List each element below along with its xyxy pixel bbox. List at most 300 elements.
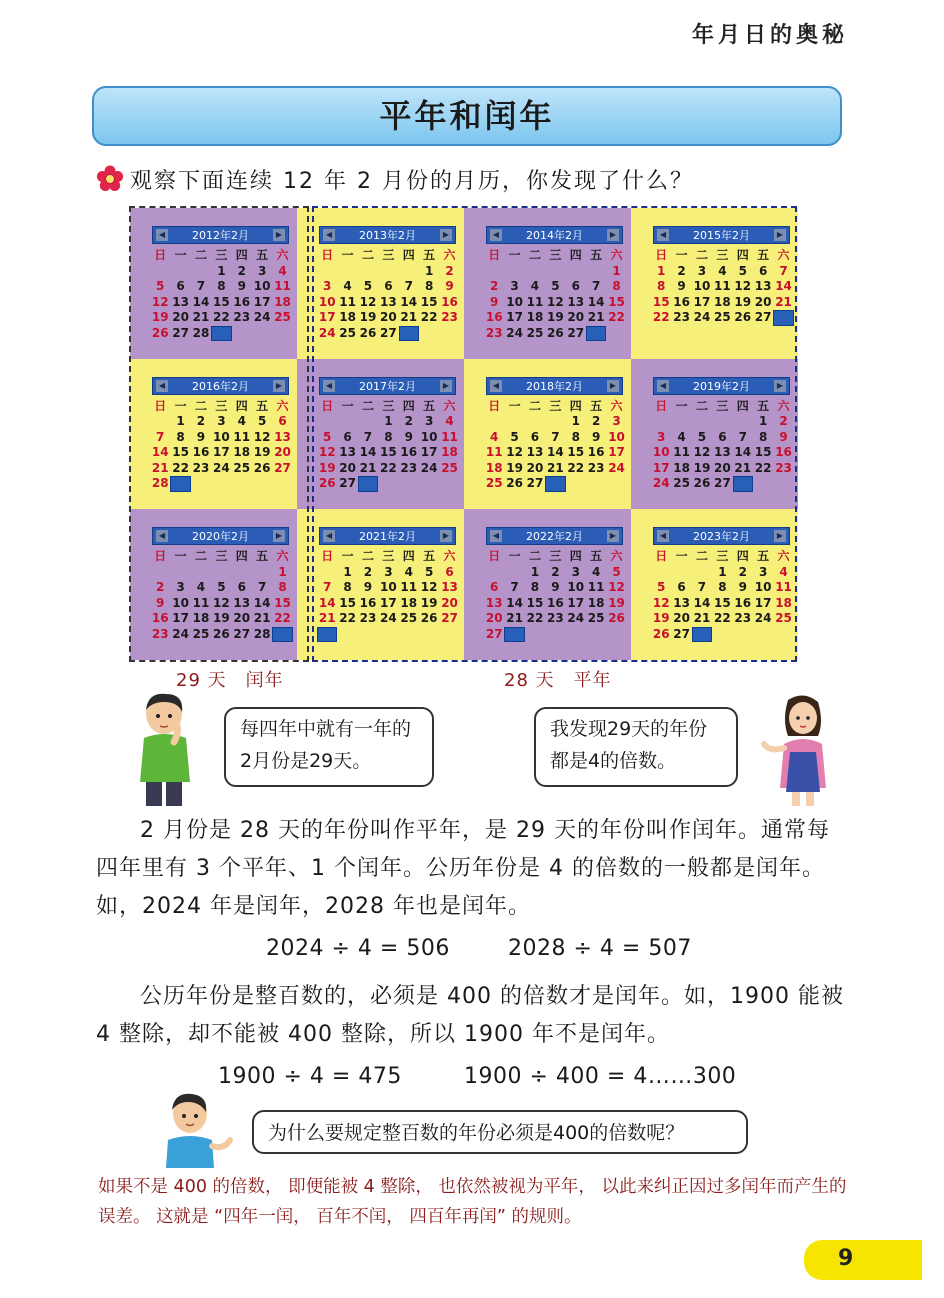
calendar-day: 26 bbox=[547, 325, 564, 340]
weekday-label: 五 bbox=[256, 549, 269, 564]
calendar-day: 22 bbox=[652, 310, 670, 324]
weekday-label: 日 bbox=[655, 398, 668, 413]
calendar-day: 3 bbox=[697, 263, 707, 278]
calendar-day: 5 bbox=[697, 429, 707, 444]
calendar-day: 16 bbox=[359, 595, 377, 610]
calendar-day: 3 bbox=[758, 564, 768, 579]
calendar-day: 1 bbox=[657, 263, 666, 278]
weekday-label: 六 bbox=[443, 398, 456, 413]
calendar-day: 25 bbox=[400, 611, 418, 626]
weekday-label: 三 bbox=[215, 398, 228, 413]
calendar-day: 25 bbox=[587, 611, 605, 626]
prev-month-icon: ◀ bbox=[156, 380, 168, 392]
prev-month-icon: ◀ bbox=[657, 530, 669, 542]
calendar-day: 29 bbox=[172, 477, 189, 492]
calendar-day: 28 bbox=[192, 325, 210, 340]
calendar-day: 15 bbox=[420, 294, 438, 309]
calendar-day: 5 bbox=[323, 429, 332, 444]
calendar-day: 11 bbox=[673, 445, 690, 460]
question-speech-bubble: 为什么要规定整百数的年份必须是400的倍数呢？ bbox=[252, 1110, 748, 1154]
calendar-day: 18 bbox=[775, 595, 792, 610]
calendar-day: 26 bbox=[608, 611, 625, 626]
calendar-day: 13 bbox=[526, 445, 544, 460]
calendar-day: 19 bbox=[359, 310, 377, 324]
calendar-day: 2 bbox=[779, 414, 788, 429]
calendar-day: 1 bbox=[343, 564, 352, 579]
calendar-day: 2 bbox=[738, 564, 747, 579]
calendar-day: 24 bbox=[693, 310, 711, 324]
calendar-day: 10 bbox=[318, 294, 336, 309]
weekday-label: 六 bbox=[610, 398, 623, 413]
calendar-day: 17 bbox=[172, 611, 189, 626]
weekday-label: 日 bbox=[154, 398, 167, 413]
calendar-day: 1 bbox=[176, 414, 185, 429]
calendar-day: 18 bbox=[714, 294, 731, 309]
calendar-day: 23 bbox=[673, 310, 690, 324]
calendar-day: 23 bbox=[151, 626, 169, 641]
calendar-day: 20 bbox=[172, 310, 189, 324]
calendar-day: 16 bbox=[400, 445, 418, 460]
calendar-day: 18 bbox=[339, 310, 356, 324]
calendar-day: 23 bbox=[587, 460, 605, 475]
calendar-day: 7 bbox=[404, 279, 413, 293]
next-month-icon: ▶ bbox=[440, 530, 452, 542]
calendar-day: 12 bbox=[547, 294, 564, 309]
calendar-day: 5 bbox=[612, 564, 621, 579]
calendar-day: 14 bbox=[547, 445, 564, 460]
calendar-day: 16 bbox=[151, 611, 169, 626]
weekday-label: 六 bbox=[443, 248, 456, 262]
weekday-label: 三 bbox=[549, 248, 562, 262]
equation-2024: 2024 ÷ 4 = 506 bbox=[266, 936, 450, 961]
calendar-day: 18 bbox=[526, 310, 544, 324]
calendar-day: 22 bbox=[339, 611, 356, 626]
calendar-day: 14 bbox=[775, 279, 792, 293]
calendar-day: 14 bbox=[693, 595, 711, 610]
calendar-day: 21 bbox=[151, 460, 169, 475]
calendar-day: 10 bbox=[567, 580, 585, 595]
calendar-day: 1 bbox=[571, 414, 580, 429]
calendar-day: 21 bbox=[693, 611, 711, 626]
calendar-day: 25 bbox=[775, 611, 792, 626]
next-month-icon: ▶ bbox=[440, 229, 452, 241]
calendar-day: 23 bbox=[485, 325, 503, 340]
calendar-day: 4 bbox=[591, 564, 601, 579]
calendar-day: 10 bbox=[506, 294, 523, 309]
calendar-day: 9 bbox=[677, 279, 686, 293]
calendar-day: 20 bbox=[714, 460, 731, 475]
calendar-day: 20 bbox=[526, 460, 544, 475]
calendar-title: 2022年2月 bbox=[526, 530, 583, 544]
calendar-day: 4 bbox=[779, 564, 788, 579]
calendar-day: 15 bbox=[567, 445, 585, 460]
calendar-day: 8 bbox=[758, 429, 768, 444]
prev-month-icon: ◀ bbox=[490, 380, 502, 392]
weekday-label: 六 bbox=[777, 398, 790, 413]
calendar-day: 27 bbox=[274, 460, 291, 475]
calendar-day: 25 bbox=[192, 626, 210, 641]
calendar-day: 6 bbox=[384, 279, 393, 293]
calendar-day: 10 bbox=[652, 445, 670, 460]
prev-month-icon: ◀ bbox=[156, 530, 168, 542]
calendar-day: 13 bbox=[380, 294, 397, 309]
weekday-label: 三 bbox=[382, 398, 395, 413]
calendar-day: 28 bbox=[506, 627, 523, 642]
calendar-day: 20 bbox=[274, 445, 291, 460]
calendar-day: 6 bbox=[677, 580, 686, 595]
calendar-day: 20 bbox=[673, 611, 690, 626]
weekday-label: 日 bbox=[488, 248, 501, 262]
calendar-day: 22 bbox=[714, 611, 731, 626]
weekday-label: 三 bbox=[215, 549, 228, 564]
weekday-label: 五 bbox=[423, 549, 436, 564]
weekday-label: 五 bbox=[590, 398, 603, 413]
calendar-title: 2021年2月 bbox=[359, 530, 416, 544]
calendar-day: 22 bbox=[274, 611, 291, 626]
calendar-day: 16 bbox=[485, 310, 503, 324]
calendar-day: 7 bbox=[363, 429, 373, 444]
weekday-label: 三 bbox=[215, 248, 228, 262]
calendar-day: 26 bbox=[652, 626, 670, 641]
calendar-day: 29 bbox=[274, 627, 291, 642]
calendar-day: 23 bbox=[359, 611, 377, 626]
weekday-label: 一 bbox=[508, 248, 521, 262]
calendar-day: 18 bbox=[192, 611, 210, 626]
calendar-day: 10 bbox=[253, 279, 271, 293]
calendar-day: 19 bbox=[213, 611, 230, 626]
calendar-day: 14 bbox=[192, 294, 210, 309]
calendar-day: 14 bbox=[253, 595, 271, 610]
calendar-day: 22 bbox=[380, 460, 397, 475]
calendar-day: 22 bbox=[526, 611, 544, 626]
calendar-day: 25 bbox=[485, 476, 503, 491]
weekday-label: 五 bbox=[423, 398, 436, 413]
calendar-day: 4 bbox=[237, 414, 246, 429]
calendar-day: 23 bbox=[192, 460, 210, 475]
calendar-day: 20 bbox=[754, 294, 772, 309]
calendar-day: 19 bbox=[547, 310, 564, 324]
calendar-day: 3 bbox=[510, 279, 519, 293]
calendar-day: 28 bbox=[693, 627, 711, 642]
calendar-day: 3 bbox=[571, 564, 580, 579]
next-month-icon: ▶ bbox=[273, 380, 285, 392]
calendar-day: 27 bbox=[567, 325, 585, 340]
calendar-day: 17 bbox=[380, 595, 397, 610]
calendar-day: 12 bbox=[506, 445, 523, 460]
calendar-day: 13 bbox=[233, 595, 251, 610]
calendar-day: 27 bbox=[172, 325, 189, 340]
flower-icon bbox=[96, 165, 124, 193]
equation-2028: 2028 ÷ 4 = 507 bbox=[508, 936, 692, 961]
calendar-day: 28 bbox=[359, 477, 377, 492]
calendar-day: 13 bbox=[567, 294, 585, 309]
calendar-day: 11 bbox=[441, 429, 458, 444]
calendar-day: 6 bbox=[571, 279, 580, 293]
weekday-label: 六 bbox=[777, 248, 790, 262]
next-month-icon: ▶ bbox=[607, 380, 619, 392]
calendar-day: 10 bbox=[754, 580, 772, 595]
calendar-title: 2015年2月 bbox=[693, 229, 750, 242]
calendar-day: 2 bbox=[404, 414, 413, 429]
calendar-day: 4 bbox=[530, 279, 540, 293]
calendar-day: 4 bbox=[196, 580, 206, 595]
weekday-label: 一 bbox=[174, 549, 187, 564]
calendar-day: 1 bbox=[758, 414, 768, 429]
calendar-day: 11 bbox=[714, 279, 731, 293]
prev-month-icon: ◀ bbox=[323, 229, 335, 241]
calendar-day: 19 bbox=[652, 611, 670, 626]
weekday-label: 二 bbox=[695, 398, 708, 413]
calendar-day: 25 bbox=[526, 325, 544, 340]
calendar-day: 15 bbox=[754, 445, 772, 460]
weekday-label: 五 bbox=[256, 248, 269, 262]
calendar-day: 11 bbox=[233, 429, 251, 444]
calendar-day: 21 bbox=[400, 310, 418, 324]
calendar-day: 10 bbox=[420, 429, 438, 444]
calendar-day: 8 bbox=[278, 580, 287, 595]
boy-thinking-icon bbox=[134, 690, 198, 808]
girl-presenting-icon bbox=[760, 692, 844, 808]
calendar-day: 13 bbox=[274, 429, 291, 444]
weekday-label: 四 bbox=[736, 398, 749, 413]
calendar-day: 15 bbox=[274, 595, 291, 610]
intro-line bbox=[96, 162, 694, 196]
calendar-day: 20 bbox=[380, 310, 397, 324]
weekday-label: 二 bbox=[528, 398, 541, 413]
calendar-day: 23 bbox=[775, 460, 792, 475]
calendar-day: 19 bbox=[420, 595, 438, 610]
weekday-label: 六 bbox=[443, 549, 456, 564]
weekday-label: 三 bbox=[382, 549, 395, 564]
prev-month-icon: ◀ bbox=[323, 530, 335, 542]
calendar-title: 2016年2月 bbox=[192, 379, 249, 393]
calendar-day: 5 bbox=[657, 580, 666, 595]
weekday-label: 四 bbox=[235, 398, 248, 413]
calendar-day: 7 bbox=[738, 429, 747, 444]
calendar-day: 3 bbox=[384, 564, 393, 579]
calendar-day: 14 bbox=[587, 294, 605, 309]
chapter-title: 年月日的奥秘 bbox=[691, 23, 848, 48]
calendar-day: 16 bbox=[441, 294, 458, 309]
intro-text: 观察下面连续 12 年 2 月份的月历，你发现了什么？ bbox=[130, 168, 694, 194]
calendar-day: 6 bbox=[278, 414, 287, 429]
calendar-day: 5 bbox=[156, 279, 165, 293]
calendar-day: 14 bbox=[506, 595, 523, 610]
calendar-day: 12 bbox=[318, 445, 336, 460]
calendar-day: 29 bbox=[213, 326, 230, 341]
equation-1900-by-400: 1900 ÷ 400 = 4……300 bbox=[464, 1064, 737, 1089]
calendar-day: 9 bbox=[591, 429, 601, 444]
weekday-label: 四 bbox=[736, 549, 749, 564]
calendar-day: 6 bbox=[176, 279, 185, 293]
calendar-day: 14 bbox=[318, 595, 336, 610]
weekday-label: 四 bbox=[235, 248, 248, 262]
weekday-label: 五 bbox=[757, 549, 770, 564]
calendar-day: 11 bbox=[587, 580, 605, 595]
calendar-day: 25 bbox=[339, 325, 356, 340]
calendar-day: 22 bbox=[420, 310, 438, 324]
weekday-label: 日 bbox=[154, 248, 167, 262]
calendar-day: 21 bbox=[253, 611, 271, 626]
weekday-label: 三 bbox=[716, 549, 729, 564]
calendar-day: 26 bbox=[359, 325, 377, 340]
calendar-day: 6 bbox=[530, 429, 540, 444]
calendar-day: 25 bbox=[441, 460, 458, 475]
weekday-label: 四 bbox=[402, 549, 415, 564]
weekday-label: 日 bbox=[321, 248, 334, 262]
page-number-tab bbox=[804, 1240, 922, 1280]
page-number: 9 bbox=[838, 1246, 854, 1271]
calendar-day: 15 bbox=[380, 445, 397, 460]
calendar-day: 3 bbox=[217, 414, 226, 429]
calendar-day: 13 bbox=[172, 294, 189, 309]
calendar-day: 15 bbox=[608, 294, 625, 309]
next-month-icon: ▶ bbox=[607, 229, 619, 241]
calendar-day: 2 bbox=[591, 414, 601, 429]
weekday-label: 四 bbox=[402, 398, 415, 413]
equation-1900-by-4: 1900 ÷ 4 = 475 bbox=[218, 1064, 402, 1089]
calendar-day: 25 bbox=[274, 310, 291, 324]
calendar-day: 7 bbox=[257, 580, 267, 595]
calendar-day: 12 bbox=[652, 595, 670, 610]
prev-month-icon: ◀ bbox=[490, 530, 502, 542]
weekday-label: 三 bbox=[716, 398, 729, 413]
prev-month-icon: ◀ bbox=[323, 380, 335, 392]
calendar-day: 12 bbox=[693, 445, 711, 460]
calendar-day: 8 bbox=[718, 580, 727, 595]
calendar-day: 8 bbox=[424, 279, 434, 293]
calendar-day: 17 bbox=[420, 445, 438, 460]
next-month-icon: ▶ bbox=[774, 229, 786, 241]
calendar-day: 24 bbox=[608, 460, 625, 475]
weekday-label: 一 bbox=[675, 248, 688, 262]
calendar-day: 9 bbox=[404, 429, 413, 444]
calendar-day: 5 bbox=[738, 263, 747, 278]
weekday-label: 二 bbox=[194, 549, 207, 564]
calendar-day: 18 bbox=[673, 460, 690, 475]
calendar-day: 27 bbox=[714, 476, 731, 491]
calendar-day: 21 bbox=[775, 294, 792, 309]
weekday-label: 一 bbox=[508, 398, 521, 413]
calendar-title: 2020年2月 bbox=[192, 530, 249, 544]
calendar-day: 16 bbox=[734, 595, 752, 610]
calendar-day: 11 bbox=[400, 580, 418, 595]
calendar-day: 6 bbox=[718, 429, 727, 444]
calendar-day: 17 bbox=[213, 445, 230, 460]
calendar-day: 21 bbox=[587, 310, 605, 324]
calendar-day: 21 bbox=[318, 611, 336, 626]
calendar-day: 8 bbox=[571, 429, 580, 444]
calendar-day: 19 bbox=[151, 310, 169, 324]
calendar-day: 24 bbox=[754, 611, 772, 626]
calendar-day: 13 bbox=[754, 279, 772, 293]
weekday-label: 四 bbox=[402, 248, 415, 262]
weekday-label: 二 bbox=[361, 398, 374, 413]
calendar-day: 15 bbox=[172, 445, 189, 460]
calendar-day: 20 bbox=[233, 611, 251, 626]
calendar-day: 16 bbox=[547, 595, 564, 610]
calendar-title: 2013年2月 bbox=[359, 229, 416, 242]
calendar-day: 21 bbox=[547, 460, 564, 475]
calendar-day: 9 bbox=[445, 279, 454, 293]
calendar-day: 12 bbox=[253, 429, 271, 444]
calendar-day: 10 bbox=[380, 580, 397, 595]
calendar-day: 7 bbox=[323, 580, 332, 595]
calendar-day: 26 bbox=[506, 476, 523, 491]
calendar-day: 8 bbox=[530, 580, 540, 595]
weekday-label: 六 bbox=[276, 549, 289, 564]
calendar-day: 26 bbox=[693, 476, 711, 491]
weekday-label: 二 bbox=[528, 549, 541, 564]
weekday-label: 一 bbox=[341, 549, 354, 564]
calendar-day: 8 bbox=[176, 429, 185, 444]
calendar-day: 15 bbox=[339, 595, 356, 610]
section-title: 平年和闰年 bbox=[92, 86, 842, 146]
calendar-day: 25 bbox=[673, 476, 690, 491]
calendar-day: 1 bbox=[530, 564, 540, 579]
calendar-day: 8 bbox=[384, 429, 393, 444]
calendar-day: 2 bbox=[445, 263, 454, 278]
calendar-day: 1 bbox=[718, 564, 727, 579]
calendar-day: 26 bbox=[420, 611, 438, 626]
calendar-day: 27 bbox=[380, 325, 397, 340]
calendar-day: 3 bbox=[176, 580, 185, 595]
calendar-day: 3 bbox=[612, 414, 621, 429]
next-month-icon: ▶ bbox=[774, 530, 786, 542]
calendar-day: 6 bbox=[237, 580, 246, 595]
calendar-day: 7 bbox=[156, 429, 165, 444]
prev-month-icon: ◀ bbox=[657, 229, 669, 241]
weekday-label: 一 bbox=[508, 549, 521, 564]
calendar-day: 7 bbox=[196, 279, 206, 293]
weekday-label: 日 bbox=[655, 549, 668, 564]
calendar-day: 19 bbox=[608, 595, 625, 610]
calendar-day: 17 bbox=[318, 310, 336, 324]
weekday-label: 日 bbox=[488, 398, 501, 413]
weekday-label: 二 bbox=[528, 248, 541, 262]
calendar-day: 3 bbox=[657, 429, 666, 444]
calendar-day: 15 bbox=[213, 294, 230, 309]
weekday-label: 五 bbox=[757, 248, 770, 262]
calendar-day: 2 bbox=[551, 564, 560, 579]
calendar-day: 1 bbox=[278, 564, 287, 579]
weekday-label: 三 bbox=[549, 398, 562, 413]
next-month-icon: ▶ bbox=[273, 229, 285, 241]
calendar-day: 12 bbox=[359, 294, 377, 309]
calendar-day: 14 bbox=[359, 445, 377, 460]
calendar-day: 19 bbox=[693, 460, 711, 475]
weekday-label: 日 bbox=[488, 549, 501, 564]
calendar-day: 24 bbox=[318, 325, 336, 340]
calendar-day: 5 bbox=[551, 279, 560, 293]
calendar-day: 25 bbox=[714, 310, 731, 324]
calendar-day: 11 bbox=[339, 294, 356, 309]
calendar-title: 2017年2月 bbox=[359, 379, 416, 393]
calendar-day: 10 bbox=[172, 595, 189, 610]
calendar-day: 15 bbox=[652, 294, 670, 309]
calendar-day: 11 bbox=[192, 595, 210, 610]
calendar-day: 17 bbox=[652, 460, 670, 475]
prev-month-icon: ◀ bbox=[156, 229, 168, 241]
calendar-day: 6 bbox=[758, 263, 768, 278]
calendar-day: 11 bbox=[775, 580, 792, 595]
calendar-day: 17 bbox=[506, 310, 523, 324]
calendar-day: 13 bbox=[485, 595, 503, 610]
next-month-icon: ▶ bbox=[774, 380, 786, 392]
weekday-label: 四 bbox=[569, 248, 582, 262]
calendar-day: 16 bbox=[233, 294, 251, 309]
weekday-label: 日 bbox=[154, 549, 167, 564]
